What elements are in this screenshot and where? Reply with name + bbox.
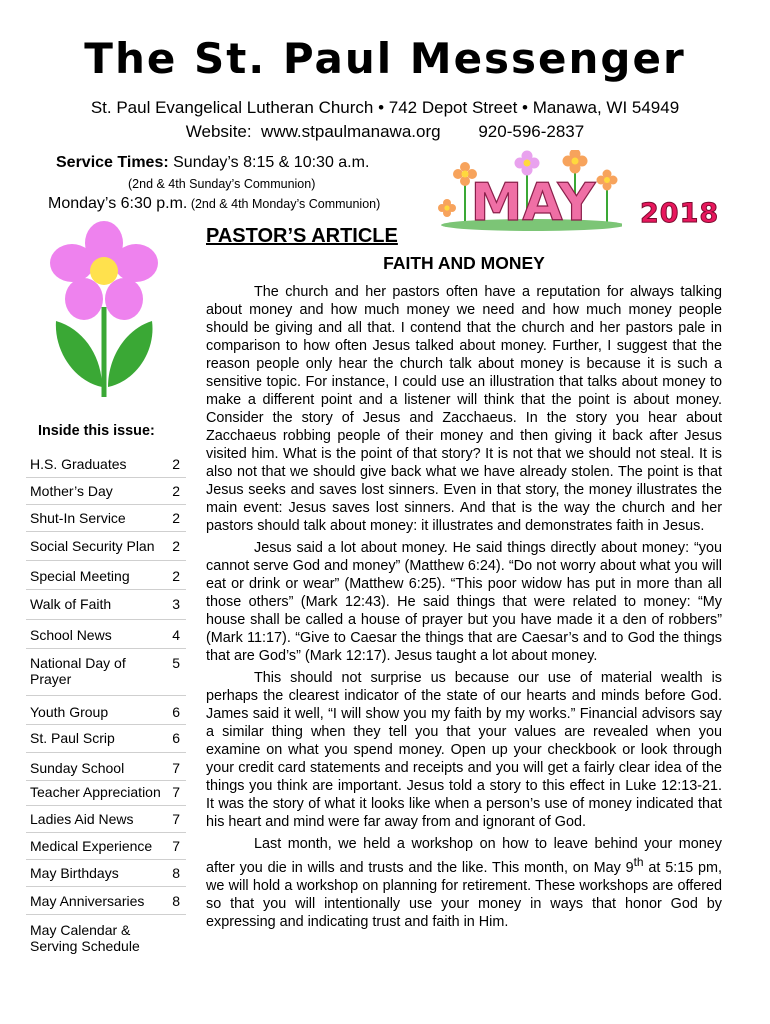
toc-page: 2: [172, 538, 180, 554]
toc-label: Walk of Faith: [30, 596, 112, 612]
inside-issue-title: Inside this issue:: [38, 423, 155, 439]
toc-divider: [26, 724, 186, 725]
toc-label: Teacher Appreciation: [30, 784, 161, 800]
toc-divider: [26, 560, 186, 561]
toc-divider: [26, 780, 186, 781]
website-phone: Website: www.stpaulmanawa.org 920-596-2837: [185, 122, 585, 141]
toc-page: 2: [172, 510, 180, 526]
toc-page: 6: [172, 704, 180, 720]
toc-divider: [26, 752, 186, 753]
toc-divider: [26, 504, 186, 505]
toc-label: May Birthdays: [30, 865, 119, 881]
toc-label: National Day of Prayer: [30, 655, 126, 687]
toc-divider: [26, 589, 186, 590]
toc-label: H.S. Graduates: [30, 456, 127, 472]
toc-label: St. Paul Scrip: [30, 730, 115, 746]
article-paragraph: This should not surprise us because our use of material wealth is perhaps the clearest indicator of the state of our hearts and minds before God. James said it well, “I will show you my faith by my works.” Financial advisors say a similar thing when they tell you that your values are revealed when you examine on what you spend money. Open up your checkbook or look through your credit card statements and receipts and you will get a fairly clear idea of the things you think are important. Jesus told a story to this effect in Luke 12:13-21. It was the story of what it looks like when a person’s use of money indicated that his heart and mind were far away from and ignorant of God.: [206, 670, 722, 830]
issue-year: 2018: [640, 198, 720, 229]
toc-label: Shut-In Service: [30, 510, 126, 526]
article-paragraph: The church and her pastors often have a reputation for always talking about money and how much money we need and how much money people should be giving and all that. I contend that the church and her pastors pale in comparison to how often Jesus talked about money. Further, I suggest that the reason people only hear the church talk about money is because it is such a sensitive topic. For instance, I could use an illustration that talks about money to make a different point and a listener will think that the point is about money. Consider the story of Jesus and Zacchaeus. In the story you hear about Zacchaeus robbing people of their money and then giving it back after Jesus visited him. What is the point of that story? It is not that we should not steal. It is also not that we should give back what we have already stolen. The point is that Jesus seeks and saves lost sinners. Even in that story, the money illustrates the main event: Jesus saves lost sinners. And that is the way the church and her pastors should talk about money: it illustrates and demonstrates faith in Jesus.: [206, 284, 722, 534]
article-paragraph: [206, 835, 722, 931]
article-text: Last month, we held a workshop on how to leave behind your money after you die in wills and trusts and the like. This month, on May 9: [206, 836, 722, 876]
toc-divider: [26, 859, 186, 860]
newsletter-title: The St. Paul Messenger: [84, 34, 686, 83]
toc-label: Medical Experience: [30, 838, 153, 854]
toc-divider: [26, 695, 186, 696]
toc-divider: [26, 648, 186, 649]
toc-label: Social Security Plan: [30, 538, 155, 554]
toc-page: 7: [172, 760, 180, 776]
service-times-label: Service Times:: [56, 154, 169, 171]
toc-divider: [26, 619, 186, 620]
toc-label: Special Meeting: [30, 568, 130, 584]
toc-divider: [26, 832, 186, 833]
date-suffix: th: [633, 855, 644, 869]
toc-page: 7: [172, 784, 180, 800]
toc-page: 2: [172, 456, 180, 472]
toc-page: 7: [172, 838, 180, 854]
toc-page: 6: [172, 730, 180, 746]
sunday-service: Sunday’s 8:15 & 10:30 a.m.: [168, 154, 370, 171]
article-text: at 5:15 pm, we will hold a workshop on planning for retirement. These workshops are offered so that you will intentionally use your money in ways that honor God by expressing and indicating trust and faith in Him.: [206, 859, 722, 930]
toc-divider: [26, 886, 186, 887]
toc-divider: [26, 477, 186, 478]
article-subheading: FAITH AND MONEY: [383, 253, 545, 273]
article-paragraph: Jesus said a lot about money. He said things directly about money: “you cannot serve God and money” (Matthew 6:24). “Do not worry about what you will eat or drink or wear” (Matthew 6:25). “This poor widow has put in more than all those others” (Mark 12:43). He said things that were related to money: “My house shall be called a house of prayer but you have made it a den of robbers” (Mark 11:17). “Give to Caesar the things that are Caesar’s and to God the things that are God’s” (Mark 12:17). Jesus taught a lot about money.: [206, 540, 722, 664]
church-address: St. Paul Evangelical Lutheran Church • 742 Depot Street • Manawa, WI 54949: [90, 98, 680, 117]
monday-service-line: [48, 195, 380, 213]
toc-label: Youth Group: [30, 704, 109, 720]
toc-label: Sunday School: [30, 760, 125, 776]
article-body: [206, 283, 722, 931]
toc-label: May Anniversaries: [30, 893, 145, 909]
toc-page: 2: [172, 568, 180, 584]
toc-page: 5: [172, 655, 180, 671]
toc-label: May Calendar & Serving Schedule: [30, 922, 140, 954]
toc-divider: [26, 531, 186, 532]
monday-communion-note: (2nd & 4th Monday’s Communion): [187, 197, 381, 211]
toc-label: School News: [30, 627, 112, 643]
toc-label: Ladies Aid News: [30, 811, 134, 827]
toc-label: Mother’s Day: [30, 483, 113, 499]
toc-page: 2: [172, 483, 180, 499]
pink-flower-icon: [44, 221, 184, 397]
service-times: [56, 154, 369, 172]
toc-page: 3: [172, 596, 180, 612]
toc-page: 4: [172, 627, 180, 643]
toc-page: 8: [172, 865, 180, 881]
may-banner: [437, 150, 622, 232]
article-heading: PASTOR’S ARTICLE: [206, 225, 398, 247]
toc-divider: [26, 805, 186, 806]
toc-divider: [26, 914, 186, 915]
monday-service: Monday’s 6:30 p.m.: [48, 195, 188, 212]
may-word: MAY: [470, 173, 596, 232]
toc-page: 7: [172, 811, 180, 827]
sunday-communion-note: (2nd & 4th Sunday’s Communion): [128, 177, 316, 191]
toc-page: 8: [172, 893, 180, 909]
